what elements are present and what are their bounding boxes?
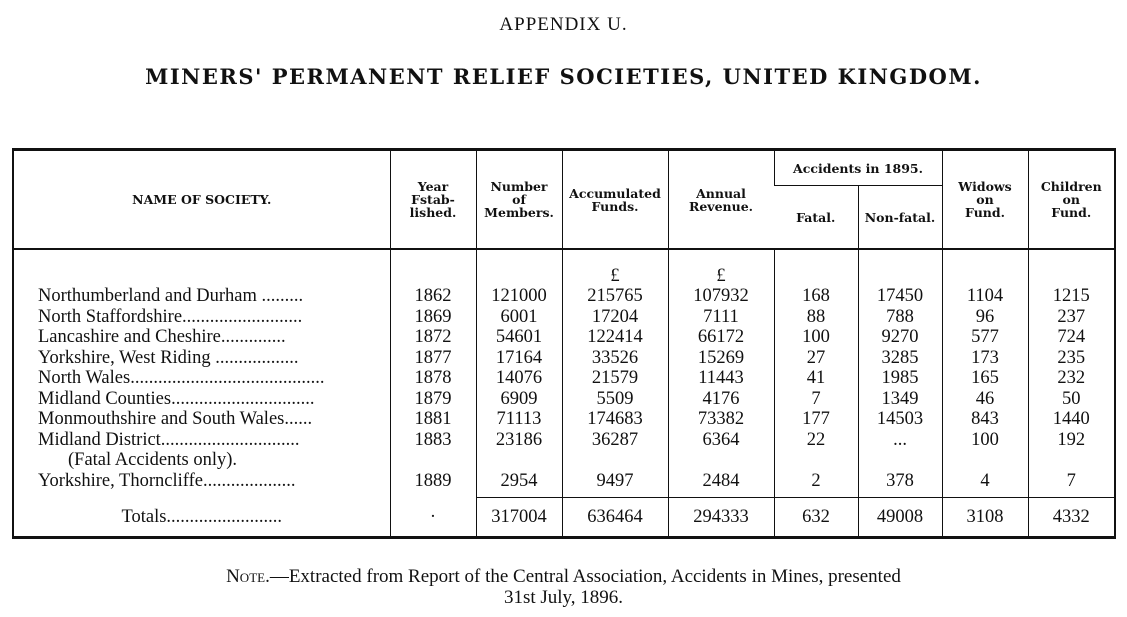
year-established: 1869 [390,307,476,328]
society-name: North Wales.......................................... [38,368,325,388]
children-on-fund: 50 [1028,389,1115,410]
widows-on-fund: 165 [942,368,1028,389]
accumulated-funds: 21579 [562,368,668,389]
widows-on-fund: 1104 [942,286,1028,307]
funds-currency-symbol: £ [562,249,668,286]
currency-row-spacer [476,249,562,286]
accumulated-funds: 36287 [562,430,668,451]
empty-cell [858,450,942,471]
society-name: Midland District.............................. [38,429,300,450]
year-established: 1881 [390,409,476,430]
totals-label: Totals......................... [121,506,283,527]
footnote-lead: Note. [226,566,270,587]
children-on-fund: 1215 [1028,286,1115,307]
footnote-line-2: 31st July, 1896. [503,587,624,608]
fatal-accidents: 88 [774,307,858,328]
footnote [0,566,1127,608]
empty-cell [562,450,668,471]
currency-row-spacer [1028,249,1115,286]
number-of-members: 17164 [476,348,562,369]
widows-on-fund: 173 [942,348,1028,369]
midland-district-note [13,450,390,471]
year-established: 1872 [390,327,476,348]
accumulated-funds: 174683 [562,409,668,430]
annual-revenue: 11443 [668,368,774,389]
children-on-fund: 192 [1028,430,1115,451]
totals-children: 4332 [1028,498,1115,538]
currency-row-spacer [13,249,390,286]
annual-revenue: 4176 [668,389,774,410]
table-row-note [13,450,1115,471]
year-established: 1889 [390,471,476,498]
non-fatal-accidents: ... [858,430,942,451]
currency-row-spacer [774,249,858,286]
header-name-of-society: NAME OF SOCIETY. [13,150,390,250]
table-row [13,307,1115,328]
children-on-fund: 7 [1028,471,1115,498]
fatal-accidents: 22 [774,430,858,451]
totals-fatal: 632 [774,498,858,538]
society-name: Lancashire and Cheshire.............. [38,327,286,347]
accumulated-funds: 215765 [562,286,668,307]
empty-cell [774,450,858,471]
currency-row-spacer [942,249,1028,286]
midland-district-note-text: (Fatal Accidents only). [68,450,238,470]
number-of-members: 6001 [476,307,562,328]
revenue-currency-symbol: £ [668,249,774,286]
relief-societies-table [12,148,1116,539]
number-of-members: 14076 [476,368,562,389]
totals-widows: 3108 [942,498,1028,538]
fatal-accidents: 168 [774,286,858,307]
number-of-members: 23186 [476,430,562,451]
society-name: Monmouthshire and South Wales...... [38,409,313,429]
table-row [13,327,1115,348]
year-established: 1862 [390,286,476,307]
year-established: 1879 [390,389,476,410]
number-of-members: 2954 [476,471,562,498]
non-fatal-accidents: 1349 [858,389,942,410]
children-on-fund: 724 [1028,327,1115,348]
widows-on-fund: 4 [942,471,1028,498]
children-on-fund: 1440 [1028,409,1115,430]
annual-revenue: 6364 [668,430,774,451]
header-accumulated-funds: Accumulated Funds. [562,150,668,250]
non-fatal-accidents: 17450 [858,286,942,307]
header-year-established: Year Fstab- lished. [390,150,476,250]
totals-non-fatal: 49008 [858,498,942,538]
number-of-members: 54601 [476,327,562,348]
children-on-fund: 232 [1028,368,1115,389]
widows-on-fund: 577 [942,327,1028,348]
fatal-accidents: 27 [774,348,858,369]
accumulated-funds: 33526 [562,348,668,369]
totals-members: 317004 [476,498,562,538]
non-fatal-accidents: 788 [858,307,942,328]
totals-revenue: 294333 [668,498,774,538]
accumulated-funds: 9497 [562,471,668,498]
year-established: 1877 [390,348,476,369]
totals-row [13,498,1115,538]
table-row [13,409,1115,430]
accumulated-funds: 17204 [562,307,668,328]
children-on-fund: 237 [1028,307,1115,328]
number-of-members: 6909 [476,389,562,410]
footnote-text: —Extracted from Report of the Central Association, Accidents in Mines, presented [269,566,901,587]
annual-revenue: 7111 [668,307,774,328]
table-row [13,389,1115,410]
fatal-accidents: 7 [774,389,858,410]
page-title: MINERS' PERMANENT RELIEF SOCIETIES, UNITED KINGDOM. [145,64,982,89]
society-name: Yorkshire, West Riding .................. [38,347,299,368]
society-name: North Staffordshire.......................... [38,306,303,327]
empty-cell [390,450,476,471]
non-fatal-accidents: 9270 [858,327,942,348]
annual-revenue: 66172 [668,327,774,348]
year-established: 1878 [390,368,476,389]
widows-on-fund: 843 [942,409,1028,430]
children-on-fund: 235 [1028,348,1115,369]
empty-cell [942,450,1028,471]
totals-funds: 636464 [562,498,668,538]
appendix-heading: APPENDIX U. [499,14,628,35]
header-annual-revenue: Annual Revenue. [668,150,774,250]
currency-row-spacer [390,249,476,286]
table-row [13,286,1115,307]
table-row [13,471,1115,498]
year-established: 1883 [390,430,476,451]
empty-cell [668,450,774,471]
empty-cell [1028,450,1115,471]
non-fatal-accidents: 14503 [858,409,942,430]
annual-revenue: 107932 [668,286,774,307]
number-of-members: 121000 [476,286,562,307]
non-fatal-accidents: 378 [858,471,942,498]
header-fatal: Fatal. [774,186,858,250]
header-non-fatal: Non-fatal. [858,186,942,250]
widows-on-fund: 100 [942,430,1028,451]
fatal-accidents: 100 [774,327,858,348]
totals-year-mark: · [390,498,476,538]
society-name: Yorkshire, Thorncliffe.................... [38,470,296,491]
fatal-accidents: 41 [774,368,858,389]
widows-on-fund: 46 [942,389,1028,410]
society-name: Midland Counties............................... [38,388,315,409]
accumulated-funds: 5509 [562,389,668,410]
footnote-line-1 [0,566,1127,587]
header-accidents-in-1895: Accidents in 1895. [774,150,942,186]
non-fatal-accidents: 3285 [858,348,942,369]
fatal-accidents: 2 [774,471,858,498]
table-row [13,348,1115,369]
non-fatal-accidents: 1985 [858,368,942,389]
annual-revenue: 73382 [668,409,774,430]
number-of-members: 71113 [476,409,562,430]
header-number-of-members: Number of Members. [476,150,562,250]
header-widows-on-fund: Widows on Fund. [942,150,1028,250]
accumulated-funds: 122414 [562,327,668,348]
table-row [13,430,1115,451]
empty-cell [476,450,562,471]
fatal-accidents: 177 [774,409,858,430]
society-name: Northumberland and Durham ......... [38,286,304,306]
widows-on-fund: 96 [942,307,1028,328]
table-row [13,368,1115,389]
annual-revenue: 2484 [668,471,774,498]
currency-row-spacer [858,249,942,286]
annual-revenue: 15269 [668,348,774,369]
header-children-on-fund: Children on Fund. [1028,150,1115,250]
